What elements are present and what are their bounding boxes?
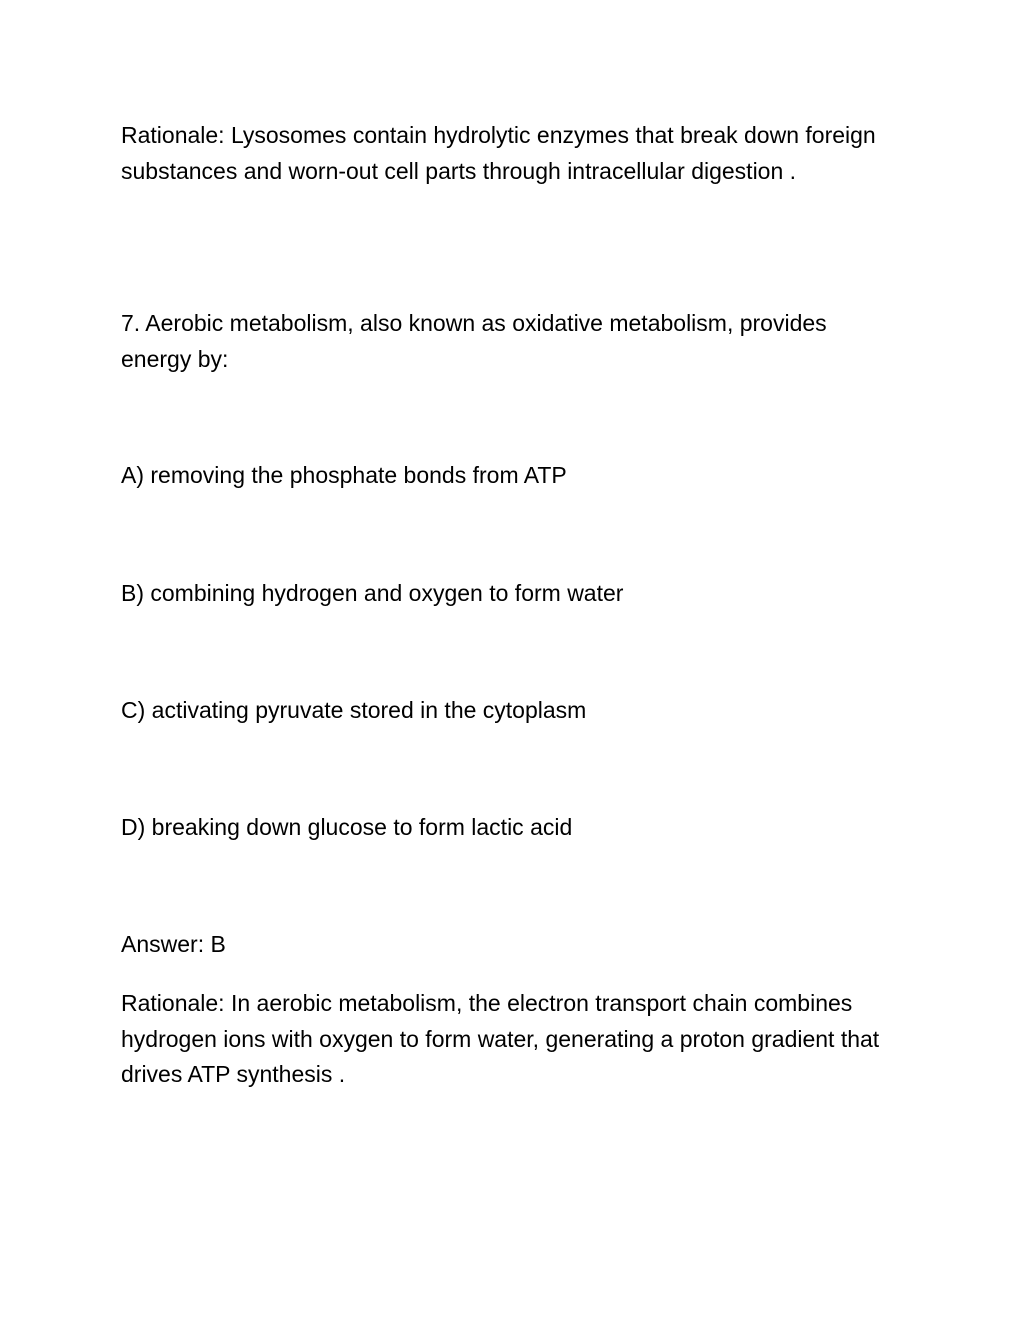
option-a: A) removing the phosphate bonds from ATP: [121, 462, 567, 488]
option-d: D) breaking down glucose to form lactic acid: [121, 814, 573, 840]
rationale: Rationale: In aerobic metabolism, the electron transport chain combines hydrogen ions with oxygen to form water, generating a proton gradient that drives ATP synthesis .: [121, 990, 880, 1087]
question-stem: 7. Aerobic metabolism, also known as oxidative metabolism, provides energy by:: [121, 310, 827, 372]
option-b: B) combining hydrogen and oxygen to form water: [121, 580, 624, 606]
previous-rationale: Rationale: Lysosomes contain hydrolytic enzymes that break down foreign substances and worn-out cell parts through intracellular digestion .: [121, 122, 876, 184]
answer-line: Answer: B: [121, 931, 226, 957]
option-c: C) activating pyruvate stored in the cytoplasm: [121, 697, 587, 723]
